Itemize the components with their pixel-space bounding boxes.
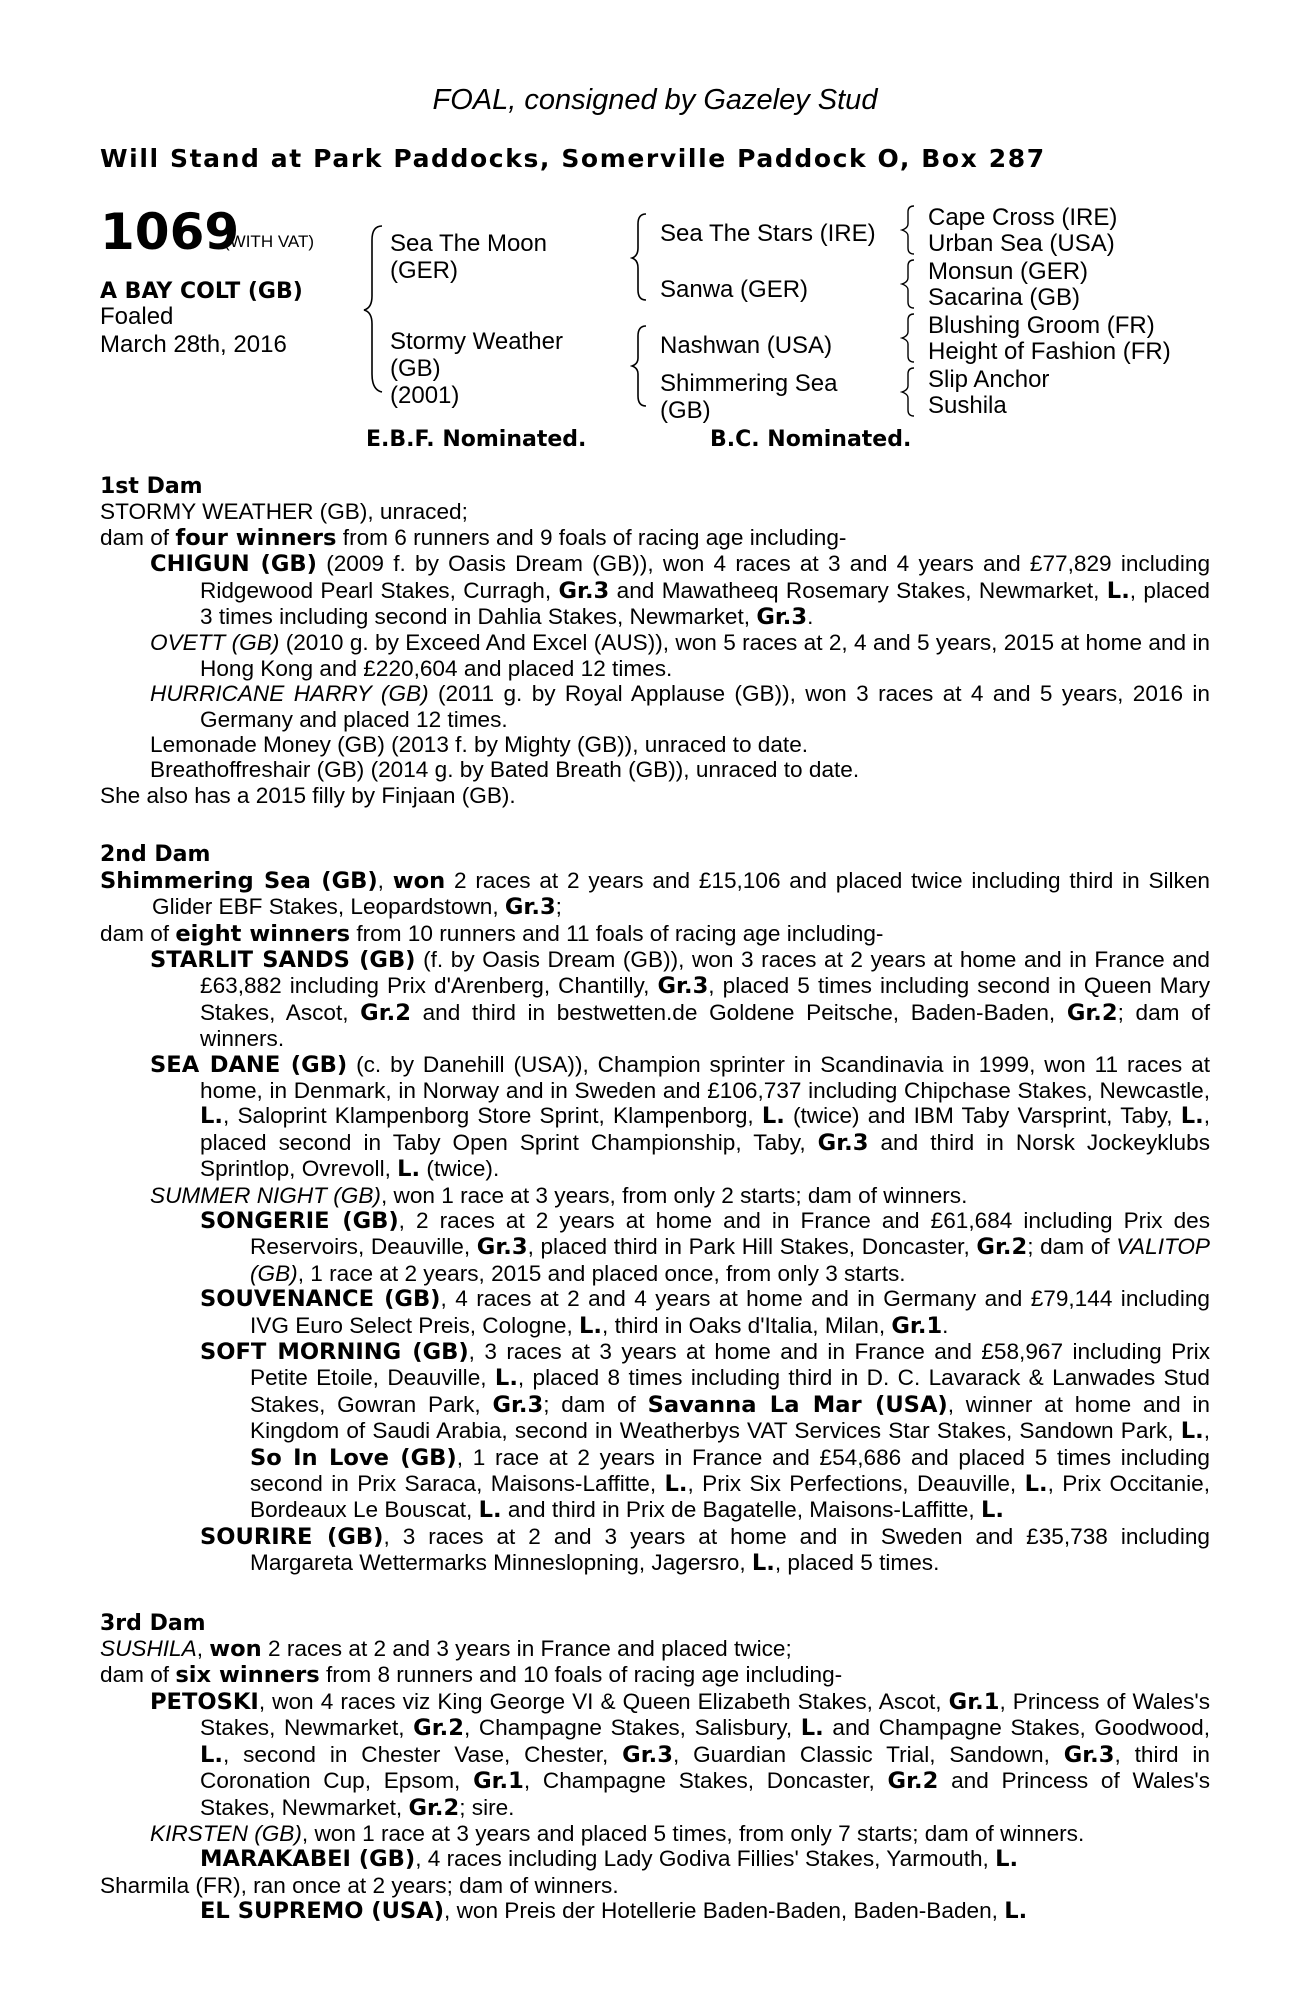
third-dam-line: SUSHILA, won 2 races at 2 and 3 years in France and placed twice; xyxy=(100,1636,792,1663)
first-dam-line: STORMY WEATHER (GB), unraced; xyxy=(100,499,468,525)
runner-el-supremo: EL SUPREMO (USA), won Preis der Hotellerie Baden-Baden, Baden-Baden, L. xyxy=(200,1898,1028,1925)
dam-sire: Nashwan (USA) xyxy=(660,332,833,359)
gg-2: Urban Sea (USA) xyxy=(928,230,1115,257)
gg-1: Cape Cross (IRE) xyxy=(928,204,1118,231)
runner-chigun: CHIGUN (GB) (2009 f. by Oasis Dream (GB)), won 4 races at 3 and 4 years and £77,829 including Ridgewood Pearl Stakes, Curragh, Gr.3 and Mawatheeq Rosemary Stakes, Newmarket, L., placed 3 times including second in Dahlia Stakes, Newmarket, Gr.3. xyxy=(150,551,1211,631)
gg-brace-2 xyxy=(900,258,920,310)
bc-nominated: B.C. Nominated. xyxy=(710,427,912,452)
vat-note: (WITH VAT) xyxy=(224,232,315,251)
runner-summer-night: SUMMER NIGHT (GB), won 1 race at 3 years, from only 2 starts; dam of winners. xyxy=(150,1182,968,1208)
runner-petoski: PETOSKI, won 4 races viz King George VI & Queen Elizabeth Stakes, Ascot, Gr.1, Princess of Wales's Stakes, Newmarket, Gr.2, Champagne Stakes, Salisbury, L. and Champagne Stakes, Goodwood, L., second in Chester Vase, Chester, Gr.3, Guardian Classic Trial, Sandown, Gr.3, third in Coronation Cup, Epsom, Gr.1, Champagne Stakes, Doncaster, Gr.2 and Princess of Wales's Stakes, Newmarket, Gr.2; sire. xyxy=(150,1688,1211,1821)
gg-7: Slip Anchor xyxy=(928,366,1050,393)
runner-hurricane-harry: HURRICANE HARRY (GB) (2011 g. by Royal Applause (GB)), won 3 races at 4 and 5 years, 2016 in Germany and placed 12 times. xyxy=(150,681,1211,732)
second-dam-heading: 2nd Dam xyxy=(100,842,211,868)
sire-sire-brace xyxy=(630,212,652,302)
gg-6: Height of Fashion (FR) xyxy=(928,338,1171,365)
runner-songerie: SONGERIE (GB), 2 races at 2 years at home and in France and £61,684 including Prix des Reservoirs, Deauville, Gr.3, placed third in Park Hill Stakes, Doncaster, Gr.2; dam of VALITOP (GB), 1 race at 2 years, 2015 and placed once, from only 3 starts. xyxy=(200,1207,1211,1286)
runner-sourire: SOURIRE (GB), 3 races at 2 and 3 years at home and in Sweden and £35,738 including Margareta Wettermarks Minneslopning, Jagersro, L., placed 5 times. xyxy=(200,1523,1210,1577)
pedigree-block xyxy=(100,200,1210,460)
second-dam-summary: dam of eight winners from 10 runners and 11 foals of racing age including- xyxy=(100,920,884,947)
sire-name: Sea The Moon (GER) xyxy=(390,230,547,284)
runner-breathoffreshair: Breathoffreshair (GB) (2014 g. by Bated Breath (GB)), unraced to date. xyxy=(150,757,860,783)
first-dam-filly: She also has a 2015 filly by Finjaan (GB). xyxy=(100,782,516,808)
runner-soft-morning: SOFT MORNING (GB), 3 races at 3 years at home and in France and £58,967 including Prix Petite Etoile, Deauville, L., placed 8 times including third in D. C. Lavarack & Lanwades Stud Stakes, Gowran Park, Gr.3; dam of Savanna La Mar (USA), winner at home and in Kingdom of Saudi Arabia, second in Weatherbys VAT Services Star Stakes, Sandown Park, L., So In Love (GB), 1 race at 2 years in France and £54,686 and placed 5 times including second in Prix Saraca, Maisons-Laffitte, L., Prix Six Perfections, Deauville, L., Prix Occitanie, Bordeaux Le Bouscat, L. and third in Prix de Bagatelle, Maisons-Laffitte, L. xyxy=(200,1339,1210,1524)
runner-marakabei: MARAKABEI (GB), 4 races including Lady Godiva Fillies' Stakes, Yarmouth, L. xyxy=(200,1846,1019,1873)
lot-title: A BAY COLT (GB) xyxy=(100,279,303,304)
gg-brace-1 xyxy=(900,204,920,256)
gg-4: Sacarina (GB) xyxy=(928,284,1081,311)
sire-brace xyxy=(362,224,392,394)
consignor-line: FOAL, consigned by Gazeley Stud xyxy=(432,84,878,116)
gg-3: Monsun (GER) xyxy=(928,258,1089,285)
first-dam-summary: dam of four winners from 6 runners and 9 foals of racing age including- xyxy=(100,524,847,551)
third-dam-summary: dam of six winners from 8 runners and 10 foals of racing age including- xyxy=(100,1662,843,1689)
lot-number: 1069 xyxy=(100,203,240,261)
gg-brace-3 xyxy=(900,312,920,364)
sire-sire: Sea The Stars (IRE) xyxy=(660,220,876,247)
second-dam-line: Shimmering Sea (GB), won 2 races at 2 years and £15,106 and placed twice including third in Silken Glider EBF Stakes, Leopardstown, Gr.3; xyxy=(100,867,1210,921)
runner-starlit-sands: STARLIT SANDS (GB) (f. by Oasis Dream (GB)), won 3 races at 2 years at home and in France and £63,882 including Prix d'Arenberg, Chantilly, Gr.3, placed 5 times including second in Queen Mary Stakes, Ascot, Gr.2 and third in bestwetten.de Goldene Peitsche, Baden-Baden, Gr.2; dam of winners. xyxy=(150,946,1210,1052)
first-dam-heading: 1st Dam xyxy=(100,474,203,499)
third-dam-heading: 3rd Dam xyxy=(100,1610,206,1636)
sire-dam: Sanwa (GER) xyxy=(660,276,809,303)
dam-brace xyxy=(630,324,652,408)
foaled-label: Foaled xyxy=(100,303,174,330)
dam-dam: Shimmering Sea (GB) xyxy=(660,370,838,424)
produce-record xyxy=(100,474,1210,1925)
runner-ovett: OVETT (GB) (2010 g. by Exceed And Excel (AUS)), won 5 races at 2, 4 and 5 years, 2015 at home and in Hong Kong and £220,604 and placed 12 times. xyxy=(150,630,1211,681)
gg-brace-4 xyxy=(900,366,920,418)
runner-lemonade-money: Lemonade Money (GB) (2013 f. by Mighty (GB)), unraced to date. xyxy=(150,732,809,758)
runner-sea-dane: SEA DANE (GB) (c. by Danehill (USA)), Champion sprinter in Scandinavia in 1999, won 11 races at home, in Denmark, in Norway and in Sweden and £106,737 including Chipchase Stakes, Newcastle, L., Saloprint Klampenborg Store Sprint, Klampenborg, L. (twice) and IBM Taby Varsprint, Taby, L., placed second in Taby Open Sprint Championship, Taby, Gr.3 and third in Norsk Jockeyklubs Sprintlop, Ovrevoll, L. (twice). xyxy=(150,1051,1210,1183)
gg-5: Blushing Groom (FR) xyxy=(928,312,1155,339)
runner-sharmila: Sharmila (FR), ran once at 2 years; dam of winners. xyxy=(100,1872,619,1898)
dam-name: Stormy Weather (GB) (2001) xyxy=(390,328,563,409)
runner-kirsten: KIRSTEN (GB), won 1 race at 3 years and placed 5 times, from only 7 starts; dam of winners. xyxy=(150,1820,1085,1846)
stand-location: Will Stand at Park Paddocks, Somerville Paddock O, Box 287 xyxy=(100,144,1046,173)
gg-8: Sushila xyxy=(928,392,1007,419)
ebf-nominated: E.B.F. Nominated. xyxy=(366,427,587,452)
foaled-date: March 28th, 2016 xyxy=(100,331,287,358)
runner-souvenance: SOUVENANCE (GB), 4 races at 2 and 4 years at home and in Germany and £79,144 including IVG Euro Select Preis, Cologne, L., third in Oaks d'Italia, Milan, Gr.1. xyxy=(200,1286,1210,1339)
